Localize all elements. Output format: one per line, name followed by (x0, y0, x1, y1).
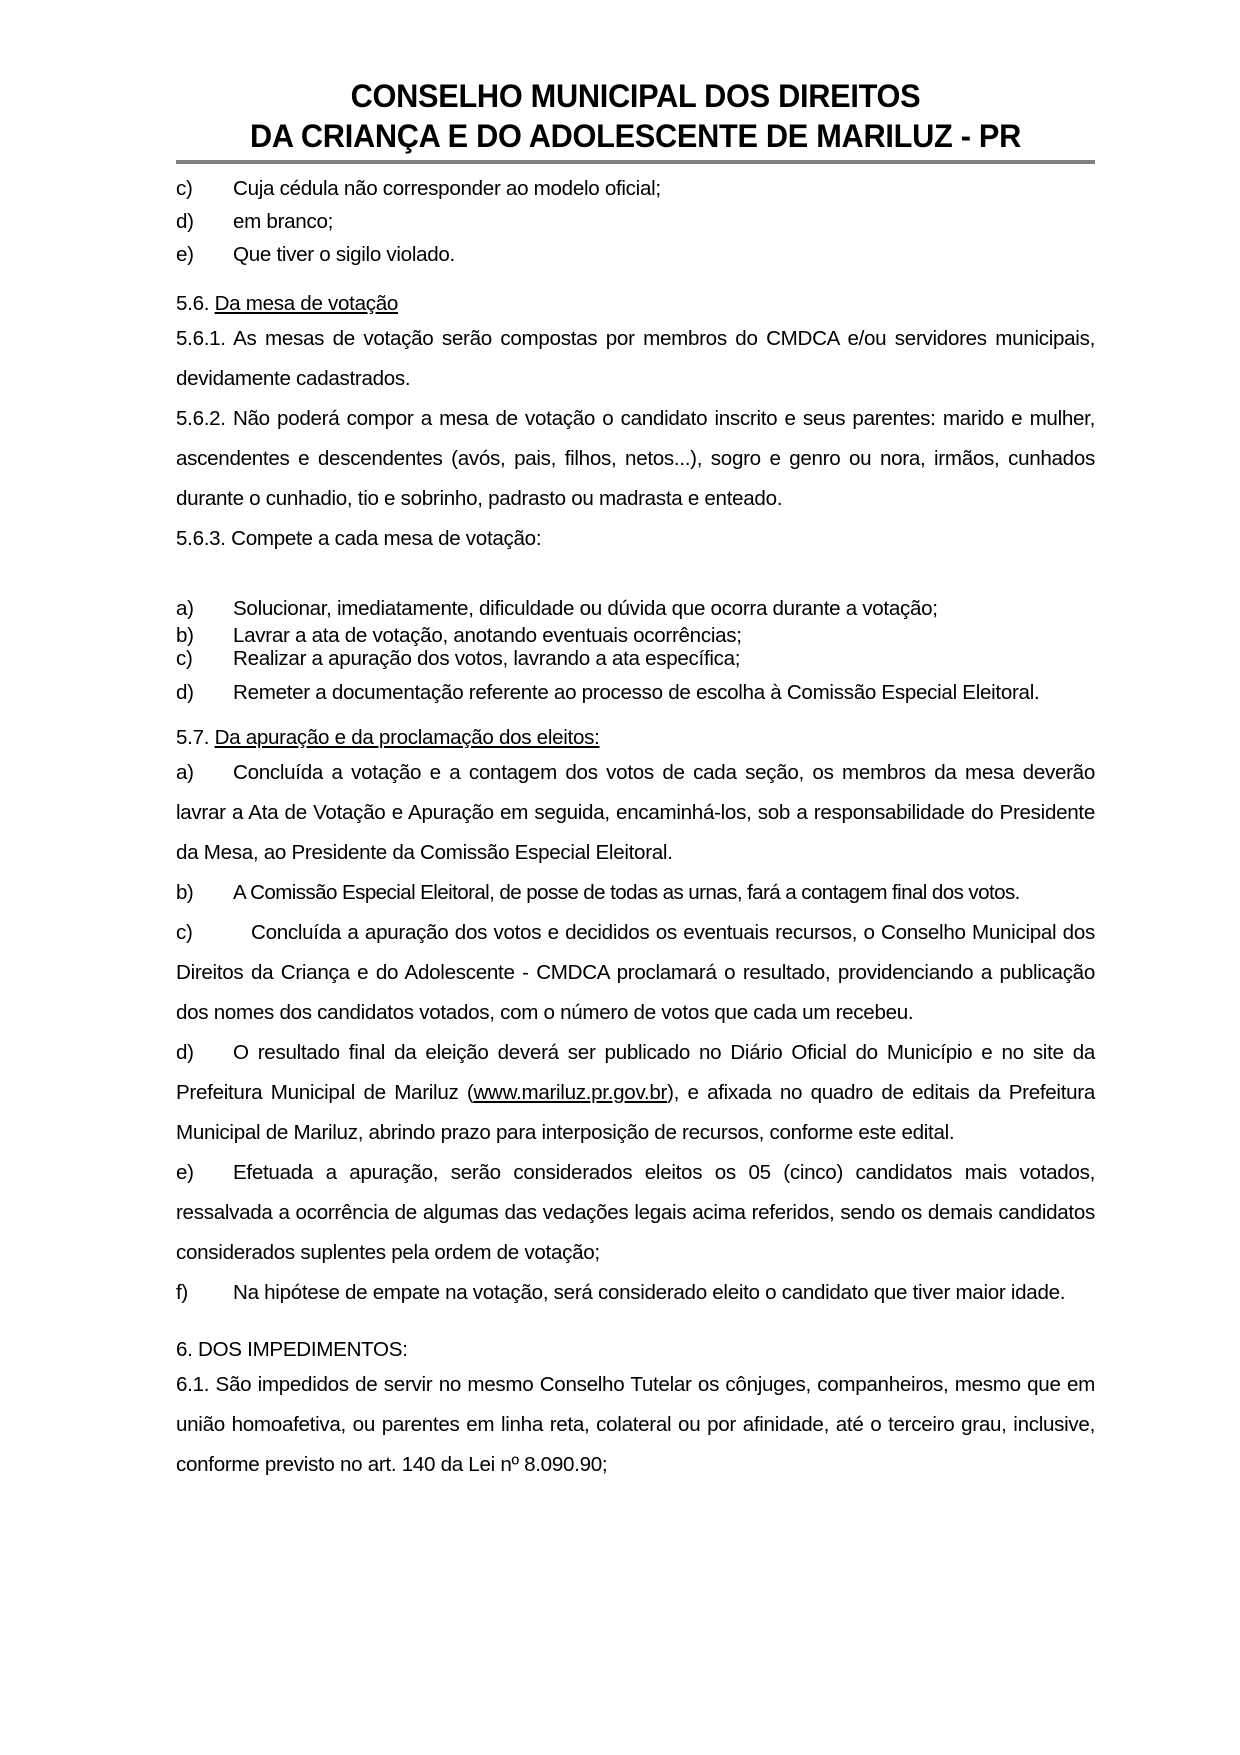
item-marker: c) (176, 177, 193, 200)
list-item-text: Remeter a documentação referente ao processo de escolha à Comissão Especial Eleitoral. (233, 681, 1040, 704)
paragraph-561: 5.6.1. As mesas de votação serão compostas por membros do CMDCA e/ou servidores municipais, devidamente cadastrados. (176, 327, 1095, 390)
list-item-text: Lavrar a ata de votação, anotando eventuais ocorrências; (233, 624, 742, 647)
list-item (176, 205, 1095, 238)
section-heading-6: 6. DOS IMPEDIMENTOS: (176, 1338, 408, 1361)
lettered-list-563 (176, 594, 1095, 708)
list-item-text: Cuja cédula não corresponder ao modelo oficial; (233, 177, 661, 200)
item-marker: d) (176, 1041, 194, 1064)
section-number: 5.7. (176, 726, 210, 749)
list-item (176, 678, 1095, 708)
item-marker: c) (176, 647, 193, 670)
list-item (176, 238, 1095, 271)
list-paragraph-e (176, 1153, 1095, 1273)
list-item-text: Efetuada a apuração, serão considerados eleitos os 05 (cinco) candidatos mais votados, ressalvada a ocorrência de algumas das vedações legais acima referidos, sendo os demais candidatos considerados suplentes pela ordem de votação; (176, 1161, 1095, 1264)
list-item-text: Que tiver o sigilo violado. (233, 243, 455, 266)
list-item-text-before: O resultado final da eleição deverá ser publicado no Diário Oficial do Município e no site da Prefeitura Municipal de Mariluz ( (176, 1041, 1095, 1104)
list-paragraph-c (176, 913, 1095, 1033)
list-paragraph-f (176, 1273, 1095, 1313)
section-title: Da apuração e da proclamação dos eleitos: (214, 726, 600, 749)
list-item (176, 624, 1095, 647)
list-item-text: Realizar a apuração dos votos, lavrando a ata específica; (233, 647, 741, 670)
list-item-text: Concluída a votação e a contagem dos votos de cada seção, os membros da mesa deverão lavrar a Ata de Votação e Apuração em seguida, encaminhá-los, sob a responsabilidade do Presidente da Mesa, ao Presidente da Comissão Especial Eleitoral. (176, 761, 1095, 864)
header-rule (176, 160, 1095, 164)
list-paragraph-a (176, 753, 1095, 873)
list-item-text-after: ), e afixada no quadro de editais da Prefeitura Municipal de Mariluz, abrindo prazo para interposição de recursos, conforme este edital. (176, 1081, 1095, 1144)
section-heading-57 (176, 723, 1095, 753)
document-title-line1: CONSELHO MUNICIPAL DOS DIREITOS (350, 78, 921, 114)
document-content (176, 76, 1095, 1485)
document-title-line2: DA CRIANÇA E DO ADOLESCENTE DE MARILUZ - PR (250, 118, 1021, 154)
item-marker: e) (176, 1161, 194, 1184)
mariluz-website-link[interactable]: www.mariluz.pr.gov.br (473, 1081, 668, 1104)
section-title: Da mesa de votação (214, 292, 399, 315)
document-title (194, 76, 1076, 156)
item-marker: c) (176, 921, 193, 944)
paragraph-61: 6.1. São impedidos de servir no mesmo Conselho Tutelar os cônjuges, companheiros, mesmo que em união homoafetiva, ou parentes em linha reta, colateral ou por afinidade, até o terceiro grau, inclusive, conforme previsto no art. 140 da Lei nº 8.090.90; (176, 1373, 1095, 1476)
list-item-text: A Comissão Especial Eleitoral, de posse de todas as urnas, fará a contagem final dos votos. (233, 881, 1020, 904)
item-marker: a) (176, 597, 194, 620)
list-item-text: Concluída a apuração dos votos e decididos os eventuais recursos, o Conselho Municipal dos Direitos da Criança e do Adolescente - CMDCA proclamará o resultado, providenciando a publicação dos nomes dos candidatos votados, com o número de votos que cada um recebeu. (176, 921, 1095, 1024)
item-marker: e) (176, 243, 194, 266)
lettered-list-top (176, 172, 1095, 271)
paragraph-563: 5.6.3. Compete a cada mesa de votação: (176, 527, 542, 550)
list-item-text: em branco; (233, 210, 334, 233)
item-marker: b) (176, 624, 194, 647)
section-heading-56 (176, 289, 1095, 319)
item-marker: a) (176, 761, 194, 784)
item-marker: f) (176, 1281, 188, 1304)
list-item-text: Na hipótese de empate na votação, será considerado eleito o candidato que tiver maior idade. (233, 1281, 1066, 1304)
item-marker: b) (176, 881, 194, 904)
item-marker: d) (176, 681, 194, 704)
section-number: 5.6. (176, 292, 210, 315)
list-item (176, 594, 1095, 624)
list-item (176, 647, 1095, 670)
list-item-text: Solucionar, imediatamente, dificuldade ou dúvida que ocorra durante a votação; (233, 597, 938, 620)
paragraph-562: 5.6.2. Não poderá compor a mesa de votação o candidato inscrito e seus parentes: marido e mulher, ascendentes e descendentes (avós, pais, filhos, netos...), sogro e genro ou nora, irmãos, cunhados durante o cunhadio, tio e sobrinho, padrasto ou madrasta e enteado. (176, 407, 1095, 510)
list-paragraph-b (176, 873, 1095, 913)
list-item (176, 172, 1095, 205)
item-marker: d) (176, 210, 194, 233)
list-paragraph-d (176, 1033, 1095, 1153)
